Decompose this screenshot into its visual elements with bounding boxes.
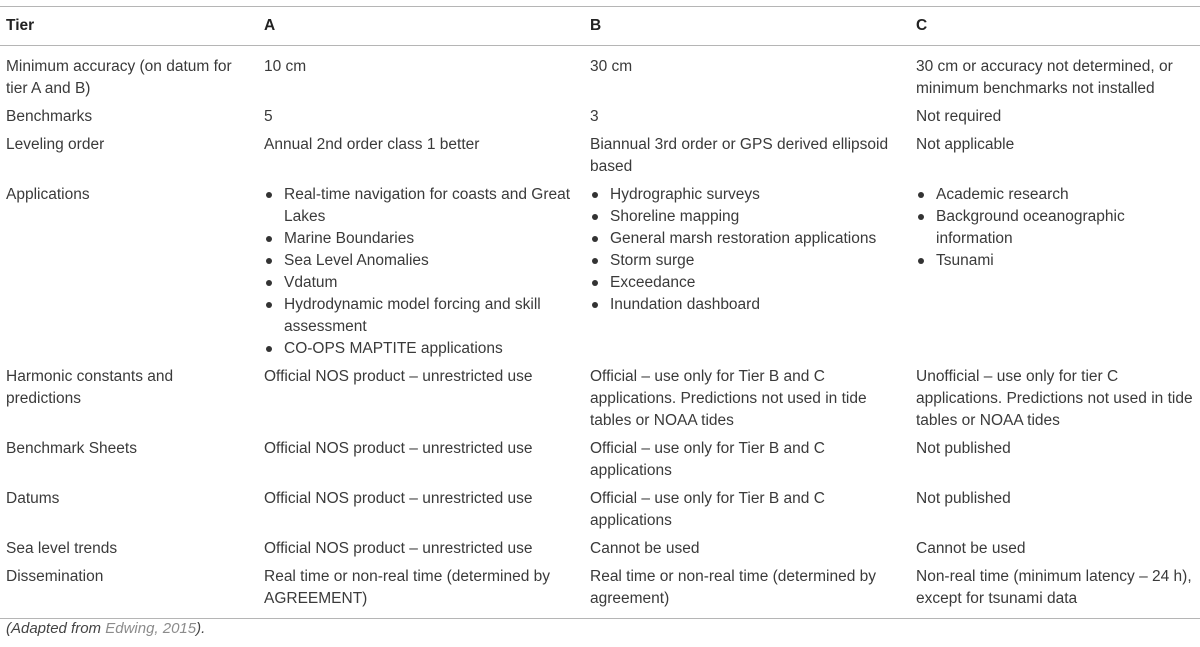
row-label: Minimum accuracy (on datum for tier A and B) — [6, 58, 232, 97]
header-row — [0, 7, 1200, 46]
list-item-text: CO-OPS MAPTITE applications — [284, 340, 503, 357]
bullet-icon — [266, 236, 272, 242]
row-leveling — [0, 134, 1200, 184]
cell-a: Official NOS product – unrestricted use — [264, 490, 533, 507]
row-datums — [0, 488, 1200, 538]
list-item-text: Sea Level Anomalies — [284, 252, 429, 269]
cell-b: 30 cm — [590, 58, 633, 75]
list-item-text: Hydrodynamic model forcing and skill assessment — [284, 296, 541, 335]
list-item-text: General marsh restoration applications — [610, 230, 877, 247]
cell-b: Official – use only for Tier B and C applications — [590, 440, 825, 479]
list-item — [590, 272, 904, 294]
bullet-icon — [592, 214, 598, 220]
header-tier: Tier — [0, 7, 258, 46]
cell-c: 30 cm or accuracy not determined, or minimum benchmarks not installed — [916, 58, 1173, 97]
list-item-text: Marine Boundaries — [284, 230, 415, 247]
bullet-icon — [266, 302, 272, 308]
cell-a: Official NOS product – unrestricted use — [264, 540, 533, 557]
bullet-icon — [592, 236, 598, 242]
row-label: Leveling order — [6, 136, 105, 153]
cell-c: Not applicable — [916, 136, 1015, 153]
cell-c: Non-real time (minimum latency – 24 h), except for tsunami data — [910, 566, 1200, 619]
list-item-text: Academic research — [936, 186, 1069, 203]
list-item — [916, 206, 1194, 250]
cell-c: Unofficial – use only for tier C applications. Predictions not used in tide tables or NOAA tides — [916, 368, 1193, 429]
list-item — [264, 184, 578, 228]
list-item — [590, 250, 904, 272]
row-dissemination — [0, 566, 1200, 619]
list-item — [590, 184, 904, 206]
list-item — [590, 206, 904, 228]
bullet-icon — [266, 258, 272, 264]
list-item — [916, 250, 1194, 272]
row-label: Applications — [6, 186, 90, 203]
list-item-text: Hydrographic surveys — [610, 186, 760, 203]
cell-a: Annual 2nd order class 1 better — [264, 136, 480, 153]
row-label: Benchmark Sheets — [6, 440, 137, 457]
list-item-text: Shoreline mapping — [610, 208, 740, 225]
list-item — [264, 228, 578, 250]
cell-a: 10 cm — [264, 58, 307, 75]
cell-c — [910, 184, 1200, 366]
bullet-icon — [592, 192, 598, 198]
bullet-icon — [266, 192, 272, 198]
cell-a: Real time or non-real time (determined by AGREEMENT) — [258, 566, 584, 619]
row-accuracy — [0, 46, 1200, 107]
header-c: C — [910, 7, 1200, 46]
cell-a: Official NOS product – unrestricted use — [264, 368, 533, 385]
list-item-text: Inundation dashboard — [610, 296, 760, 313]
bullet-icon — [592, 258, 598, 264]
cell-a — [258, 184, 584, 366]
list-item — [916, 184, 1194, 206]
list-item-text: Tsunami — [936, 252, 994, 269]
row-label: Benchmarks — [6, 108, 93, 125]
tier-table — [0, 6, 1200, 619]
bullet-icon — [592, 280, 598, 286]
caption-suffix: ). — [196, 620, 206, 637]
row-sheets — [0, 438, 1200, 488]
cell-c: Cannot be used — [916, 540, 1026, 557]
cell-a: Official NOS product – unrestricted use — [264, 440, 533, 457]
row-label: Sea level trends — [6, 540, 118, 557]
bullet-list — [916, 184, 1194, 272]
list-item — [264, 338, 578, 360]
caption-prefix: (Adapted from — [6, 620, 106, 637]
bullet-icon — [266, 346, 272, 352]
header-b: B — [584, 7, 910, 46]
cell-b — [584, 184, 910, 366]
row-harmonic — [0, 366, 1200, 438]
bullet-list — [590, 184, 904, 316]
cell-b: Official – use only for Tier B and C applications — [590, 490, 825, 529]
bullet-icon — [918, 258, 924, 264]
list-item-text: Exceedance — [610, 274, 696, 291]
cell-b: 3 — [590, 108, 599, 125]
table-caption — [6, 620, 205, 637]
cell-c: Not published — [916, 440, 1011, 457]
row-applications — [0, 184, 1200, 366]
citation-link[interactable]: Edwing, 2015 — [105, 620, 197, 637]
row-label: Dissemination — [0, 566, 258, 619]
list-item-text: Vdatum — [284, 274, 338, 291]
bullet-icon — [918, 192, 924, 198]
list-item — [590, 294, 904, 316]
bullet-icon — [592, 302, 598, 308]
cell-b: Biannual 3rd order or GPS derived ellipsoid based — [590, 136, 889, 175]
bullet-icon — [918, 214, 924, 220]
cell-c: Not published — [916, 490, 1011, 507]
row-label: Harmonic constants and predictions — [6, 368, 174, 407]
bullet-icon — [266, 280, 272, 286]
cell-c: Not required — [916, 108, 1002, 125]
list-item-text: Real-time navigation for coasts and Great Lakes — [284, 186, 571, 225]
list-item — [264, 250, 578, 272]
list-item-text: Background oceanographic information — [936, 208, 1125, 247]
row-trends — [0, 538, 1200, 566]
list-item — [264, 294, 578, 338]
row-label: Datums — [6, 490, 60, 507]
cell-a: 5 — [264, 108, 273, 125]
list-item-text: Storm surge — [610, 252, 695, 269]
cell-b: Official – use only for Tier B and C applications. Predictions not used in tide tables or NOAA tides — [590, 368, 867, 429]
row-benchmarks — [0, 106, 1200, 134]
cell-b: Cannot be used — [590, 540, 700, 557]
list-item — [264, 272, 578, 294]
header-a: A — [258, 7, 584, 46]
bullet-list — [264, 184, 578, 360]
cell-b: Real time or non-real time (determined by agreement) — [584, 566, 910, 619]
list-item — [590, 228, 904, 250]
